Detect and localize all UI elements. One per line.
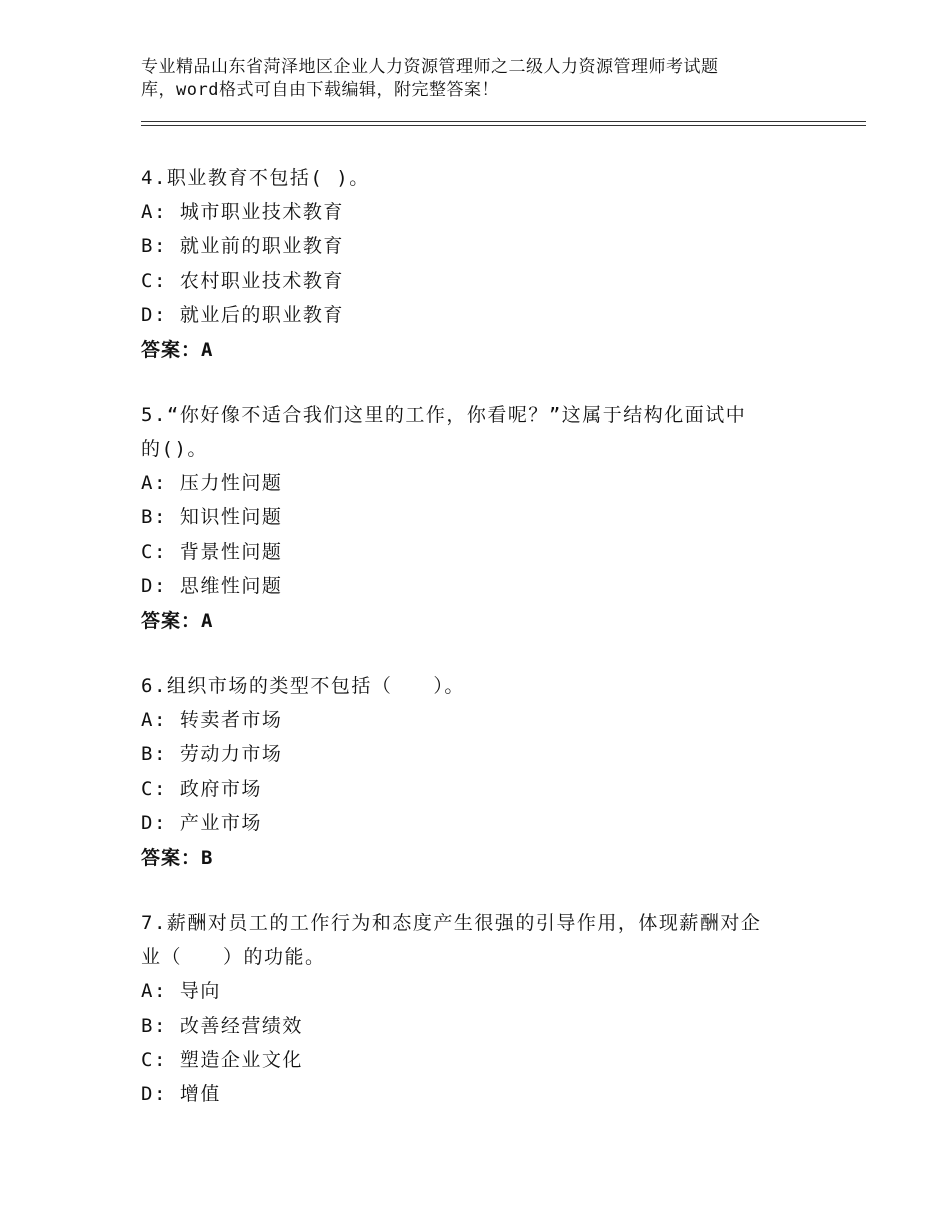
option-d: D: 就业后的职业教育 xyxy=(141,304,344,327)
question-item xyxy=(141,906,841,1112)
option-b: B: 就业前的职业教育 xyxy=(141,235,344,258)
option-d: D: 思维性问题 xyxy=(141,575,283,598)
option-c: C: 农村职业技术教育 xyxy=(141,269,344,292)
question-item xyxy=(141,161,841,367)
answer-label: 答案：B xyxy=(141,846,214,869)
answer-label: 答案：A xyxy=(141,338,214,361)
question-stem-continued: 业（ ）的功能。 xyxy=(141,946,326,969)
option-c: C: 政府市场 xyxy=(141,777,262,800)
document-header xyxy=(141,56,841,102)
option-c: C: 塑造企业文化 xyxy=(141,1048,303,1071)
option-b: B: 劳动力市场 xyxy=(141,743,283,766)
header-divider-bottom xyxy=(141,125,866,126)
option-a: A: 城市职业技术教育 xyxy=(141,201,344,223)
question-stem: 4.职业教育不包括( )。 xyxy=(141,167,370,189)
question-stem: 6.组织市场的类型不包括（ ）。 xyxy=(141,675,465,698)
question-list xyxy=(141,161,841,1143)
question-stem-continued: 的()。 xyxy=(141,438,208,461)
option-b: B: 知识性问题 xyxy=(141,506,283,529)
option-b: B: 改善经营绩效 xyxy=(141,1014,303,1037)
header-line-1: 专业精品山东省菏泽地区企业人力资源管理师之二级人力资源管理师考试题 xyxy=(141,57,719,77)
header-line-2: 库，word格式可自由下载编辑，附完整答案！ xyxy=(141,80,499,100)
answer-label: 答案：A xyxy=(141,609,214,632)
question-item xyxy=(141,669,841,875)
option-d: D: 增值 xyxy=(141,1083,221,1106)
option-a: A: 压力性问题 xyxy=(141,472,283,495)
question-item xyxy=(141,398,841,638)
option-a: A: 导向 xyxy=(141,980,221,1003)
option-c: C: 背景性问题 xyxy=(141,540,283,563)
question-stem: 5.“你好像不适合我们这里的工作，你看呢？”这属于结构化面试中 xyxy=(141,404,747,427)
option-d: D: 产业市场 xyxy=(141,812,262,835)
header-divider-top xyxy=(141,121,866,122)
option-a: A: 转卖者市场 xyxy=(141,709,283,732)
question-stem: 7.薪酬对员工的工作行为和态度产生很强的引导作用，体现薪酬对企 xyxy=(141,912,762,935)
